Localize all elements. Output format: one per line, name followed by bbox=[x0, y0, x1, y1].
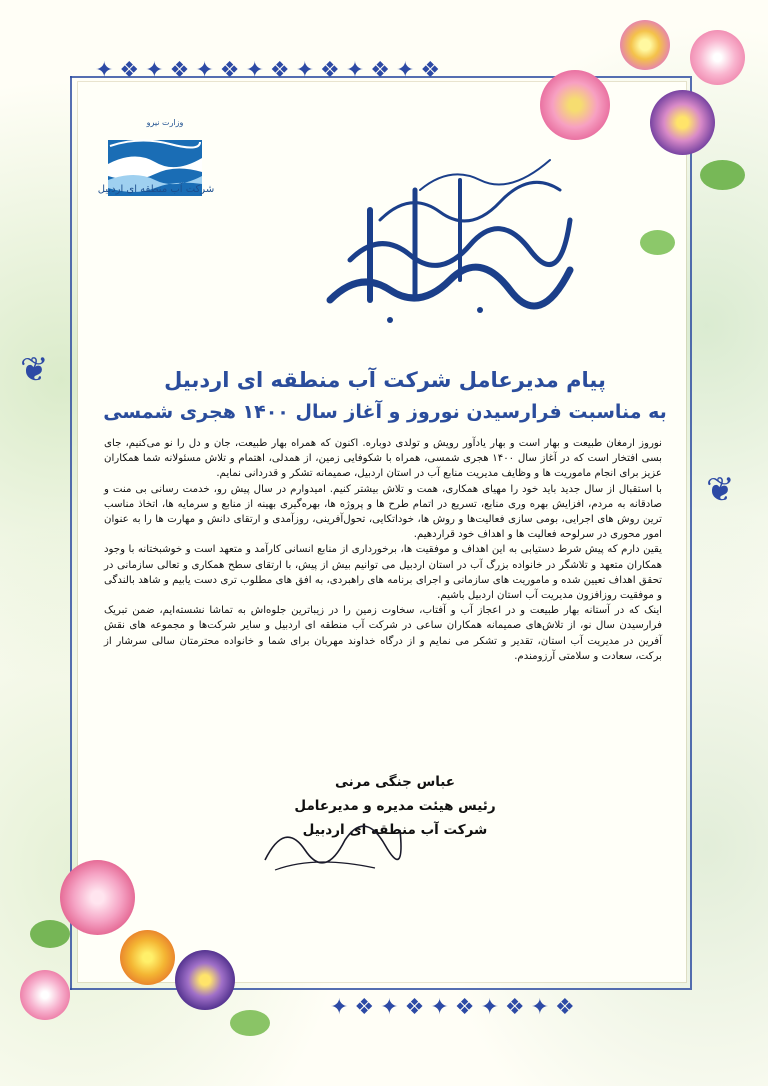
calligraphy-prayer bbox=[320, 150, 580, 330]
page-title: پیام مدیرعامل شرکت آب منطقه ای اردبیل bbox=[164, 368, 606, 392]
frame-border-left bbox=[70, 76, 72, 990]
right-ornament: ❦ bbox=[706, 470, 741, 510]
flower-decoration bbox=[20, 970, 70, 1020]
top-ornament-band: ✦❖✦❖✦❖✦❖✦❖✦❖✦❖ bbox=[95, 58, 447, 83]
message-body bbox=[104, 436, 662, 664]
flower-decoration bbox=[620, 20, 670, 70]
leaf-decoration bbox=[700, 160, 745, 190]
svg-text:یا مقلب القلوب و الابصار یا مد: یا مقلب القلوب و الابصار یا مدبر اللیل و النهار یا محول الحول و الاحوال حول حالنا الی احسن الحال bbox=[450, 328, 492, 329]
flower-decoration bbox=[540, 70, 610, 140]
flower-decoration bbox=[690, 30, 745, 85]
frame-border-bottom bbox=[70, 988, 690, 990]
logo-caption: شرکت آب منطقه ای اردبیل bbox=[97, 184, 215, 195]
signer-position: رئیس هیئت مدیره و مدیرعامل bbox=[294, 798, 496, 814]
signer-company: شرکت آب منطقه ای اردبیل bbox=[302, 822, 488, 838]
paragraph: یقین دارم که پیش شرط دستیابی به این اهداف و موفقیت ها، برخورداری از منابع انسانی کارآمد و متعهد است و خوشبختانه با وجود همکاران متعهد و تلاشگر در خانواده بزرگ آب در استان اردبیل می توانیم بیش از پیش، با ارتقای سطح همکاری و تعالی سازمانی در تحقق اهداف تعیین شده و ماموریت های سازمانی و اجرای برنامه های راهبردی، به افق های مطلوب تری دست یابیم و شاهد بالندگی و موفقیت روزافزون مدیریت آب استان اردبیل باشیم. bbox=[104, 544, 662, 602]
paragraph: نوروز ارمغان طبیعت و بهار است و بهار یادآور رویش و تولدی دوباره. اکنون که همراه بهار طبیعت، جان و دل را نو می‌کنیم، جای بسی افتخار است که در آغاز سال ۱۴۰۰ هجری شمسی، همراه با شکوفایی زمین، از همدلی، اهتمام و تلاش مسئولانه شما همکاران عزیز برای انجام ماموریت ها و وظایف مدیریت منابع آب در استان اردبیل، صمیمانه تشکر و قدردانی نمایم. bbox=[104, 438, 662, 480]
left-ornament: ❦ bbox=[20, 350, 55, 390]
flower-decoration bbox=[60, 860, 135, 935]
paragraph: با استقبال از سال جدید باید خود را مهیای همکاری، همت و تلاش بیشتر کنیم. امیدوارم در سال پیش رو، خدمت رسانی بی منت و صادقانه به مردم، افزایش بهره وری منابع، تسریع در اتمام طرح ها و پروژه ها، بهره‌گیری بهینه از منابع و سرمایه ها، اتخاذ مناسب ترین روش های اجرایی، بومی سازی فعالیت‌ها و روش ها، خوداتکایی، تحول‌آفرینی، روزآمدی و ارتقای دانش و مهارت ها را به عنوان امور محوری در سرلوحه فعالیت ها و اهداف خود قراردهیم. bbox=[104, 483, 662, 541]
frame-border-right bbox=[690, 76, 692, 990]
flower-decoration bbox=[650, 90, 715, 155]
signer-name: عباس جنگی مرنی bbox=[334, 774, 456, 790]
flower-decoration bbox=[120, 930, 175, 985]
page-subtitle: به مناسبت فرارسیدن نوروز و آغاز سال ۱۴۰۰ هجری شمسی bbox=[103, 401, 667, 423]
paragraph: اینک که در آستانه بهار طبیعت و در اعجاز آب و آفتاب، سخاوت زمین را در زیباترین جلوه‌اش به تماشا نشسته‌ایم، ضمن تبریک فرارسیدن سال نو، از تلاش‌های صمیمانه همکاران ساعی در شرکت آب منطقه ای اردبیل و سایر شرکت‌ها و مجموعه های نقش آفرین در مدیریت آب استان، تقدیر و تشکر می نمایم و از درگاه خداوند مهربان برای شما و خانواده محترمتان سالی سرشار از برکت، سعادت و سلامتی آرزومندم. bbox=[104, 605, 662, 662]
leaf-decoration bbox=[640, 230, 675, 255]
leaf-decoration bbox=[230, 1010, 270, 1036]
leaf-decoration bbox=[30, 920, 70, 948]
bottom-ornament-band: ✦❖✦❖✦❖✦❖✦❖ bbox=[330, 995, 581, 1020]
flower-decoration bbox=[175, 950, 235, 1010]
logo-subcaption: وزارت نیرو bbox=[146, 118, 184, 127]
handwritten-signature bbox=[255, 800, 405, 880]
